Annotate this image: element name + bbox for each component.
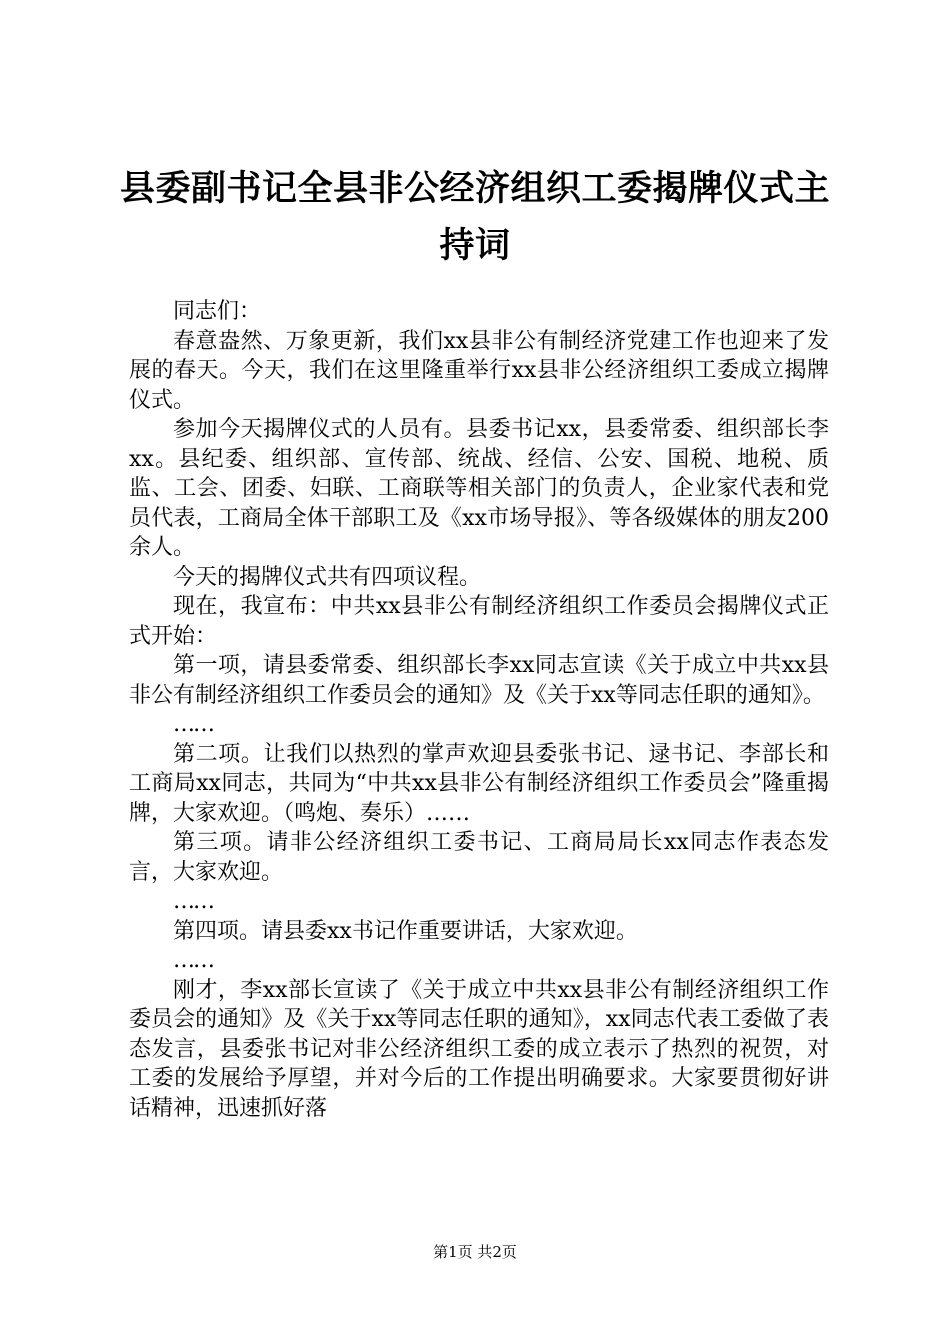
paragraph-item-four: 第四项。请县委xx书记作重要讲话，大家欢迎。 — [173, 918, 638, 944]
paragraph-agenda: 今天的揭牌仪式共有四项议程。 — [173, 564, 482, 590]
paragraph-ellipsis: …… — [173, 712, 213, 737]
paragraph-item-three: 第三项。请非公经济组织工委书记、工商局局长xx同志作表态发言，大家欢迎。 — [129, 830, 829, 885]
paragraph-greeting: 同志们： — [173, 299, 262, 324]
page-footer: 第1页 共2页 — [433, 1243, 517, 1261]
paragraph-ellipsis: …… — [173, 889, 213, 914]
paragraph-closing: 刚才，李xx部长宣读了《关于成立中共xx县非公有制经济组织工作委员会的通知》及《关于xx等同志任职的通知》，xx同志代表工委做了表态发言，县委张书记对非公经济组织工委的成立表示了热烈的祝贺，对工委的发展给予厚望，并对今后的工作提出明确要求。大家要贯彻好讲话精神，迅速抓好落 — [129, 977, 829, 1121]
document-title: 县委副书记全县非公经济组织工委揭牌仪式主持词 — [120, 168, 831, 266]
document-body — [129, 297, 829, 1123]
paragraph-item-one: 第一项，请县委常委、组织部长李xx同志宣读《关于成立中共xx县非公有制经济组织工作委员会的通知》及《关于xx等同志任职的通知》。 — [129, 653, 829, 708]
paragraph-attendees: 参加今天揭牌仪式的人员有。县委书记xx，县委常委、组织部长李xx。县纪委、组织部、宣传部、统战、经信、公安、国税、地税、质监、工会、团委、妇联、工商联等相关部门的负责人，企业家代表和党员代表，工商局全体干部职工及《xx市场导报》、等各级媒体的朋友200余人。 — [129, 417, 829, 560]
paragraph-opening: 春意盎然、万象更新，我们xx县非公有制经济党建工作也迎来了发展的春天。今天，我们在这里隆重举行xx县非公经济组织工委成立揭牌仪式。 — [129, 328, 829, 413]
paragraph-item-two: 第二项。让我们以热烈的掌声欢迎县委张书记、逯书记、李部长和工商局xx同志，共同为“中共xx县非公有制经济组织工作委员会”隆重揭牌，大家欢迎。（鸣炮、奏乐）…… — [129, 741, 829, 826]
paragraph-ellipsis: …… — [173, 948, 213, 973]
paragraph-announcement: 现在，我宣布：中共xx县非公有制经济组织工作委员会揭牌仪式正式开始： — [129, 594, 829, 649]
